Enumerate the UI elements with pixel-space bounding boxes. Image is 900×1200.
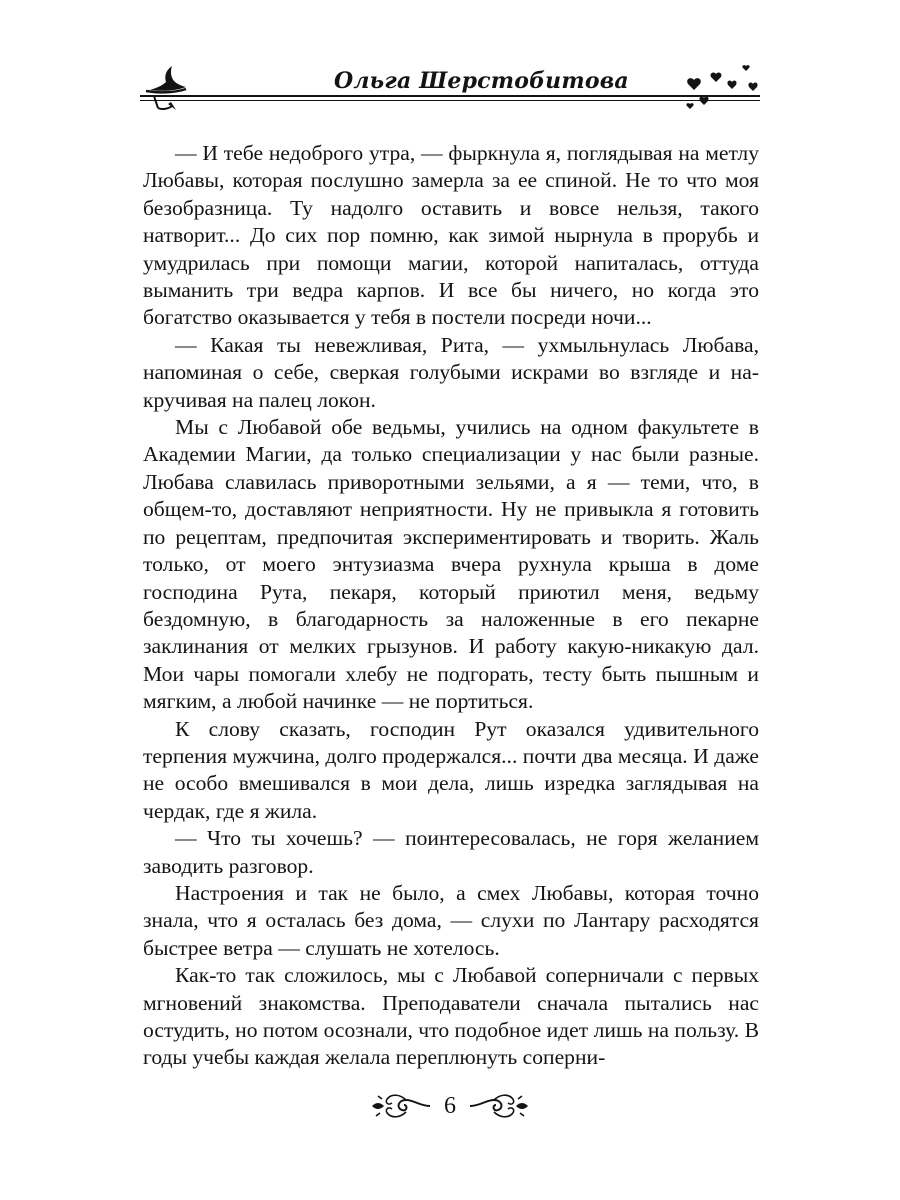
running-header <box>140 58 760 118</box>
header-rule-thin <box>140 100 760 101</box>
flourish-ornament-icon <box>370 1090 432 1122</box>
page-footer <box>370 1086 530 1126</box>
hearts-icon <box>680 60 760 114</box>
paragraph: — Какая ты невежливая, Рита, — ухмыльнулась Любава, напоминая о себе, сверкая голубыми искрами во взгляде и накручивая на палец локон. <box>143 332 759 412</box>
paragraph: Как-то так сложилось, мы с Любавой соперничали с первых мгновений знакомства. Преподаватели сначала пытались нас остудить, но потом осознали, что подобное идет лишь на пользу. В годы учебы каждая желала переплюнуть соперни- <box>143 963 759 1070</box>
header-rule <box>140 95 760 97</box>
paragraph: Настроения и так не было, а смех Любавы, которая точно знала, что я осталась без дома, — слухи по Лантару расходятся быстрее ветра — слушать не хотелось. <box>143 880 759 960</box>
paragraph: — И тебе недоброго утра, — фыркнула я, поглядывая на метлу Любавы, которая послушно замерла за ее спиной. Не то что моя безобразница. Ту надолго оставить и вовсе нельзя, такого натворит... До сих пор помню, как зимой нырнула в прорубь и умудрилась при помощи магии, которой напиталась, оттуда выманить три ведра карпов. И все бы ничего, но когда это богатство оказывается у тебя в постели посреди ночи... <box>143 141 759 330</box>
author-name: Ольга Шерстобитова <box>330 68 633 94</box>
page-body-text <box>143 140 759 1072</box>
paragraph: — Что ты хочешь? — поинтересовалась, не горя желанием заводить разговор. <box>143 826 759 878</box>
flourish-ornament-icon <box>468 1090 530 1122</box>
paragraph: Мы с Любавой обе ведьмы, учились на одном факультете в Академии Магии, да только специализации у нас были разные. Любава славилась приворотными зельями, а я — теми, что, в общем-то, доставляют неприятности. Ну не привыкла я готовить по рецептам, предпочитая экспериментировать и творить. Жаль только, от моего энтузиазма вчера рухнула крыша в доме господина Рута, пекаря, который приютил меня, ведьму бездомную, в благодарность за наложенные в его пекарне заклинания от мелких грызунов. И работу какую-никакую дал. Мои чары помогали хлебу не подгорать, тесту быть пышным и мягким, а любой начинке — не портиться. <box>143 415 759 714</box>
page-number: 6 <box>444 1093 456 1119</box>
paragraph: К слову сказать, господин Рут оказался удивительного терпения мужчина, долго продержался... почти два месяца. И даже не особо вмешивался в мои дела, лишь изредка заглядывая на чердак, где я жила. <box>143 716 759 823</box>
witch-hat-icon <box>144 60 188 112</box>
